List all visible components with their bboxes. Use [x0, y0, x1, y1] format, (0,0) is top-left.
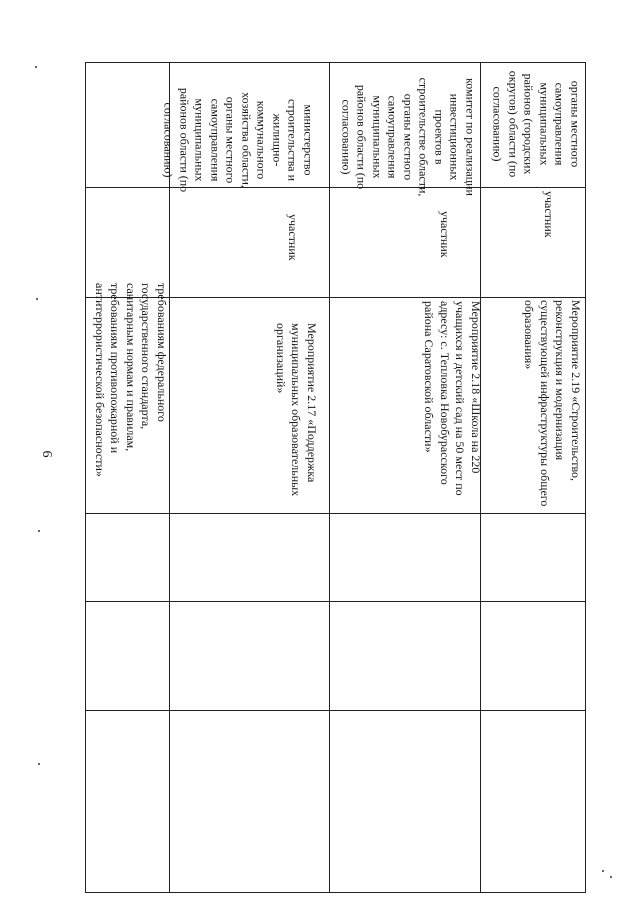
- table-cell-role: [330, 207, 480, 317]
- role-text: участник: [286, 214, 300, 261]
- table-gridline: [85, 601, 586, 602]
- activity-text: Мероприятие 2.18 «Школа на 220 учащихся и детский сад на 50 мест по адресу: с. Тепловка Новобурасского района Саратовской области»: [422, 301, 483, 496]
- page-number: 6: [39, 450, 54, 458]
- scan-speck: [36, 298, 38, 300]
- scan-speck: [38, 763, 40, 765]
- executors-text: комитет по реализации инвестиционных проектов в строительстве области, органы местного самоуправления муниципальных районов области (по согласованию): [339, 77, 478, 197]
- table-cell-executors: [481, 62, 585, 187]
- table-cell-activity: [91, 279, 171, 485]
- scan-speck: [38, 530, 40, 532]
- scan-speck: [610, 876, 612, 878]
- table-cell-role: [172, 210, 328, 320]
- table-cell-executors: [162, 78, 328, 203]
- table-border-bottom: [85, 892, 586, 893]
- scan-speck: [35, 66, 37, 68]
- activity-text: Мероприятие 2.19 «Строительство, реконструкция и модернизация существующей инфраструктуры общего образования»: [522, 300, 583, 507]
- activity-text: Мероприятие 2.17 «Поддержка муниципальных образовательных организаций»: [274, 323, 319, 497]
- table-cell-executors: [330, 75, 480, 200]
- scan-speck: [602, 870, 604, 872]
- table-cell-activity: [169, 319, 321, 525]
- role-text: участник: [438, 211, 452, 258]
- executors-text: министерство строительства и жилищно-коммунального хозяйства области, органы местного самоуправления муниципальных районов области (по согласованию): [162, 87, 316, 193]
- table-gridline: [85, 513, 586, 514]
- table-gridline: [85, 710, 586, 711]
- activity-text: требованиям федерального государственного стандарта, санитарным нормам и правилам, требованиям противопожарной и антитеррористической безопасности»: [93, 283, 169, 477]
- table-cell-activity: [335, 297, 485, 513]
- table-border-left: [85, 62, 86, 893]
- executors-text: органы местного самоуправления муниципальных районов (городских округов) области (по согласованию): [491, 70, 583, 178]
- table-cell-activity: [481, 296, 585, 512]
- table-border-right: [585, 62, 586, 893]
- role-text: участник: [542, 191, 556, 238]
- table-cell-role: [480, 187, 584, 297]
